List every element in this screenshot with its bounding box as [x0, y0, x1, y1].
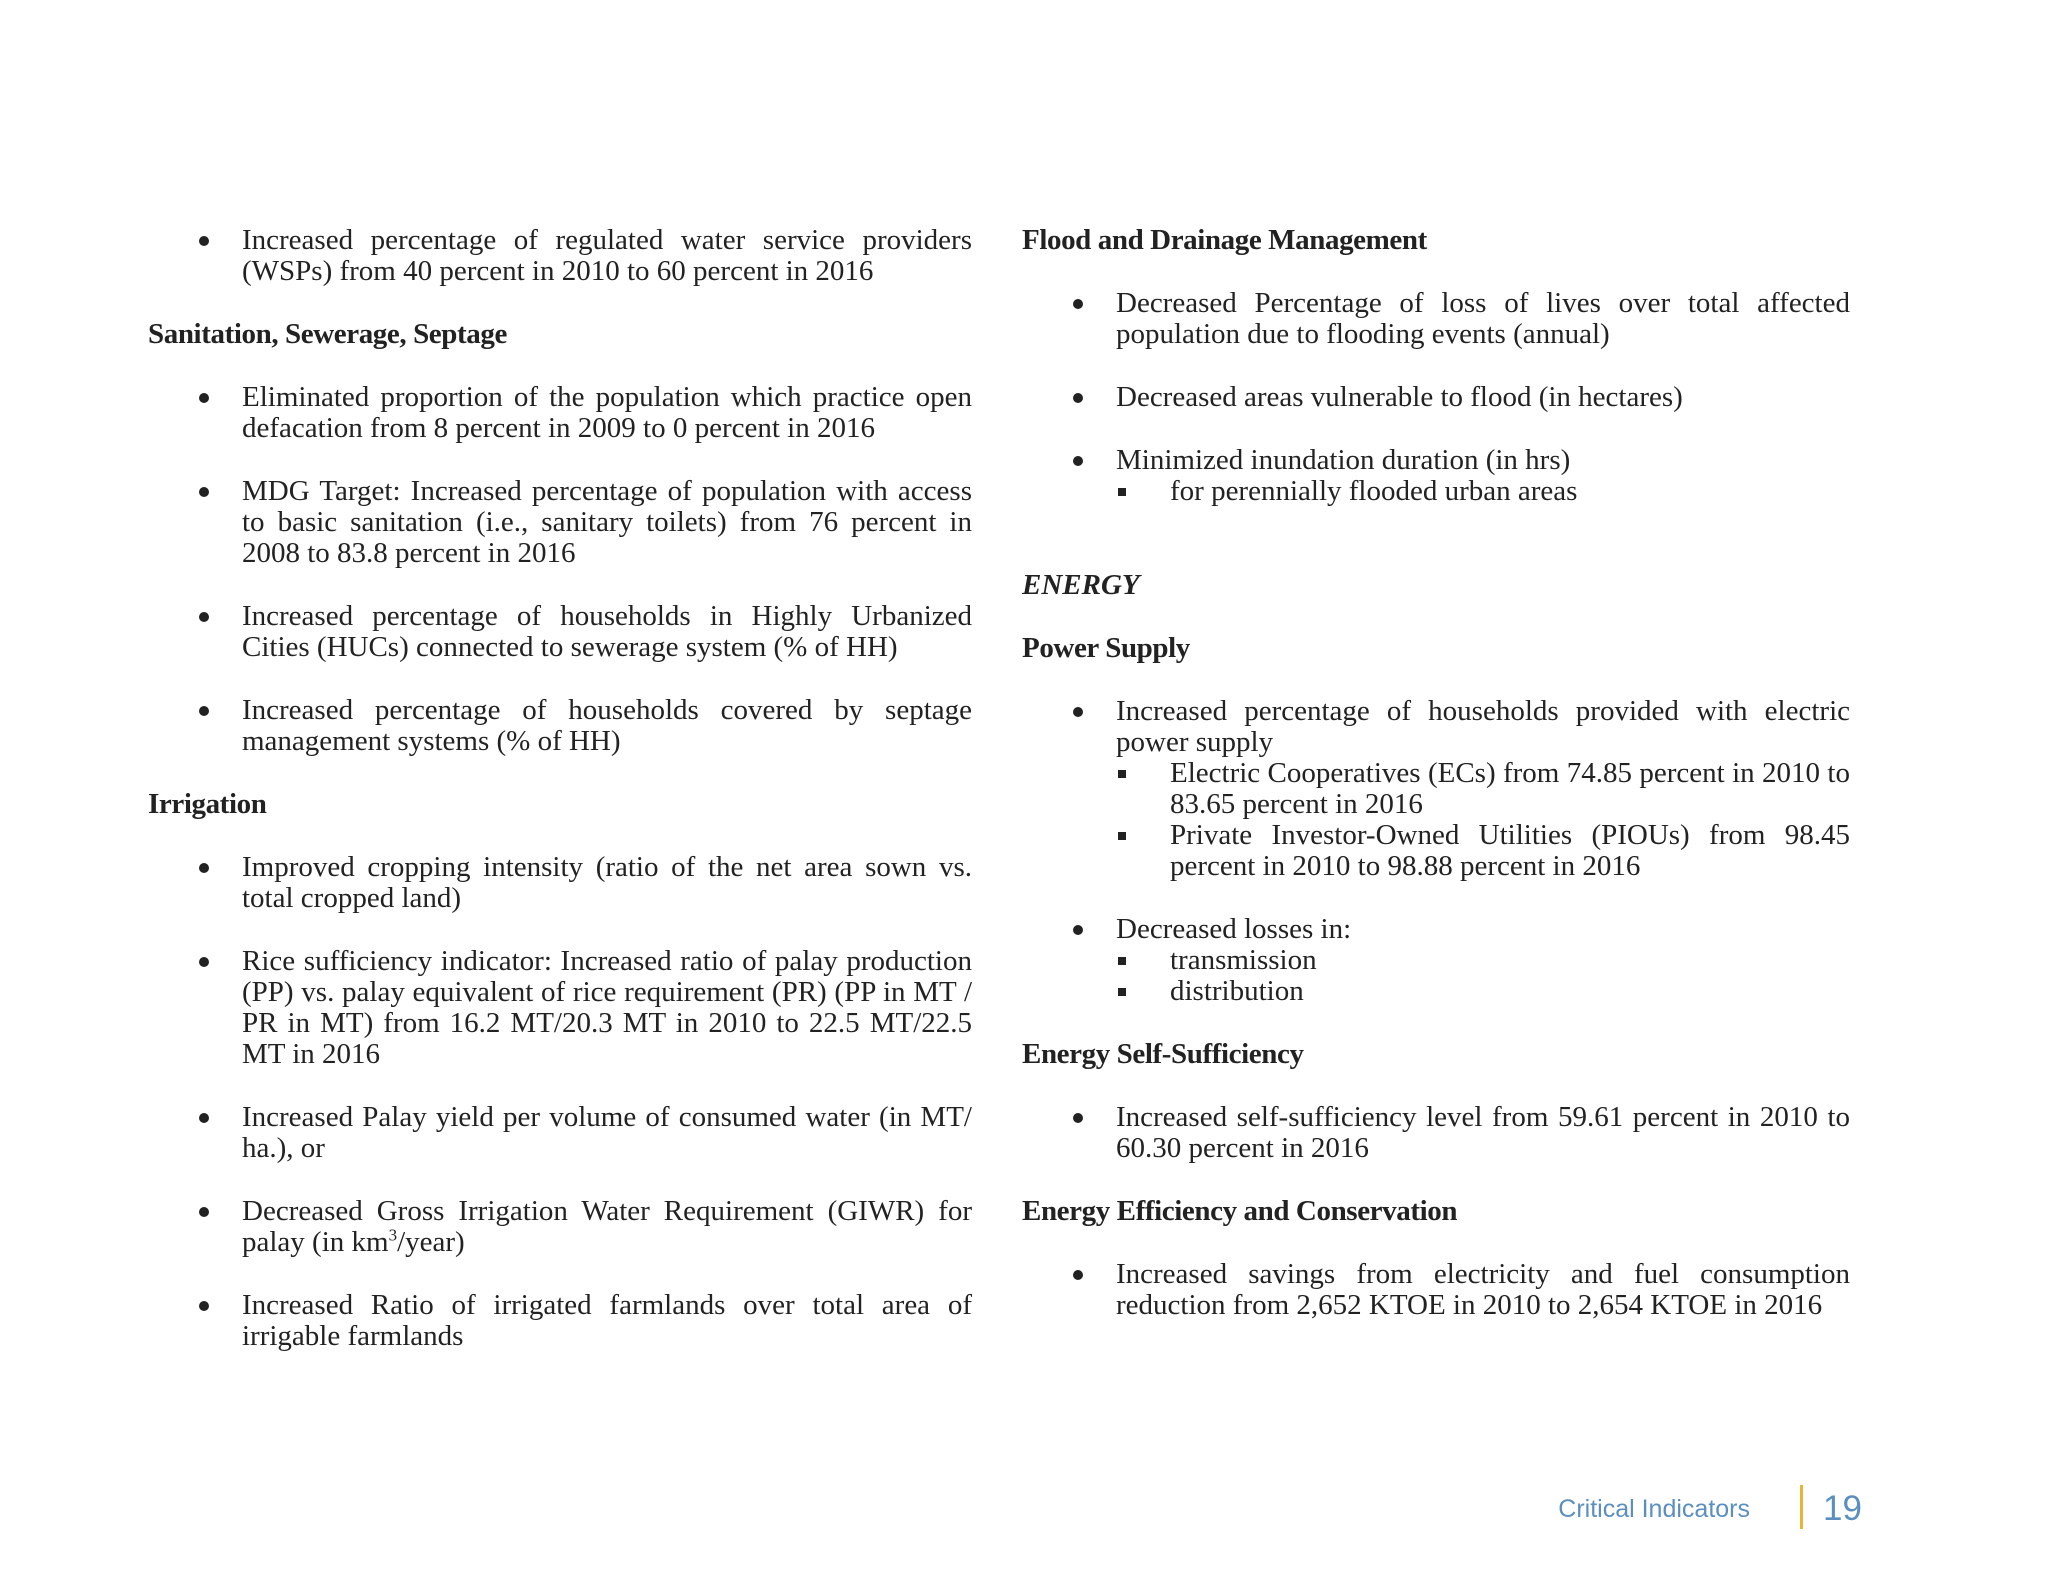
list-item: Rice sufficiency indicator: Increased ratio of palay production (PP) vs. palay equivalent of rice requirement (PR) (PP in MT / PR in MT) from 16.2 MT/20.3 MT in 2010 to 22.5 MT/22.5 MT in 2016 [148, 946, 972, 1070]
page-footer [1500, 1485, 1880, 1533]
list-item: Improved cropping intensity (ratio of the net area sown vs. total cropped land) [148, 852, 972, 914]
list-item: Increased savings from electricity and fuel consumption reduction from 2,652 KTOE in 2010 to 2,654 KTOE in 2016 [1022, 1259, 1850, 1321]
right-column [1022, 225, 1850, 1353]
page-number: 19 [1823, 1489, 1862, 1528]
giwr-tail: /year) [397, 1226, 465, 1258]
list-item: Increased self-sufficiency level from 59.61 percent in 2010 to 60.30 percent in 2016 [1022, 1102, 1850, 1164]
section-heading-sanitation: Sanitation, Sewerage, Septage [148, 318, 507, 350]
giwr-text: Decreased Gross Irrigation Water Requirement (GIWR) for palay (in km [242, 1195, 972, 1258]
list-item: Increased percentage of regulated water service providers (WSPs) from 40 percent in 2010 to 60 percent in 2016 [148, 225, 972, 287]
list-item: Increased Palay yield per volume of consumed water (in MT/ ha.), or [148, 1102, 972, 1164]
power-supply-list [1022, 696, 1850, 1007]
sub-list-item: Electric Cooperatives (ECs) from 74.85 percent in 2010 to 83.65 percent in 2016 [1116, 758, 1850, 820]
efficiency-list [1022, 1259, 1850, 1321]
sub-list-item: distribution [1116, 976, 1850, 1007]
sub-list-item: for perennially flooded urban areas [1116, 476, 1850, 507]
list-item: Decreased Percentage of loss of lives over total affected population due to flooding events (annual) [1022, 288, 1850, 350]
section-heading-self-sufficiency: Energy Self-Sufficiency [1022, 1038, 1304, 1070]
left-column [148, 225, 972, 1384]
section-heading-irrigation: Irrigation [148, 788, 267, 820]
list-item: Decreased areas vulnerable to flood (in hectares) [1022, 382, 1850, 413]
households-text: Increased percentage of households provided with electric power supply [1116, 695, 1850, 758]
list-item-inundation [1022, 445, 1850, 507]
flood-list [1022, 288, 1850, 507]
list-item-households [1022, 696, 1850, 882]
self-sufficiency-list [1022, 1102, 1850, 1164]
sanitation-list [148, 382, 972, 757]
list-item: Increased percentage of households in Highly Urbanized Cities (HUCs) connected to sewerage system (% of HH) [148, 601, 972, 663]
footer-divider [1800, 1485, 1803, 1529]
water-supply-list [148, 225, 972, 287]
giwr-superscript: 3 [388, 1225, 398, 1245]
sector-heading-energy: ENERGY [1022, 569, 1140, 601]
footer-section-label: Critical Indicators [1558, 1495, 1750, 1523]
section-heading-flood: Flood and Drainage Management [1022, 224, 1427, 256]
losses-sublist [1116, 945, 1850, 1007]
list-item: Increased percentage of households covered by septage management systems (% of HH) [148, 695, 972, 757]
sub-list-item: Private Investor-Owned Utilities (PIOUs) from 98.45 percent in 2010 to 98.88 percent in 2016 [1116, 820, 1850, 882]
list-item-giwr [148, 1196, 972, 1258]
section-heading-efficiency: Energy Efficiency and Conservation [1022, 1195, 1458, 1227]
section-heading-power-supply: Power Supply [1022, 632, 1190, 664]
list-item: Eliminated proportion of the population which practice open defacation from 8 percent in 2009 to 0 percent in 2016 [148, 382, 972, 444]
sub-list-item: transmission [1116, 945, 1850, 976]
inundation-text: Minimized inundation duration (in hrs) [1116, 444, 1571, 476]
irrigation-list [148, 852, 972, 1352]
inundation-sublist [1116, 476, 1850, 507]
list-item: Increased Ratio of irrigated farmlands over total area of irrigable farmlands [148, 1290, 972, 1352]
losses-text: Decreased losses in: [1116, 913, 1352, 945]
households-sublist [1116, 758, 1850, 882]
list-item-losses [1022, 914, 1850, 1007]
list-item: MDG Target: Increased percentage of population with access to basic sanitation (i.e., sanitary toilets) from 76 percent in 2008 to 83.8 percent in 2016 [148, 476, 972, 569]
